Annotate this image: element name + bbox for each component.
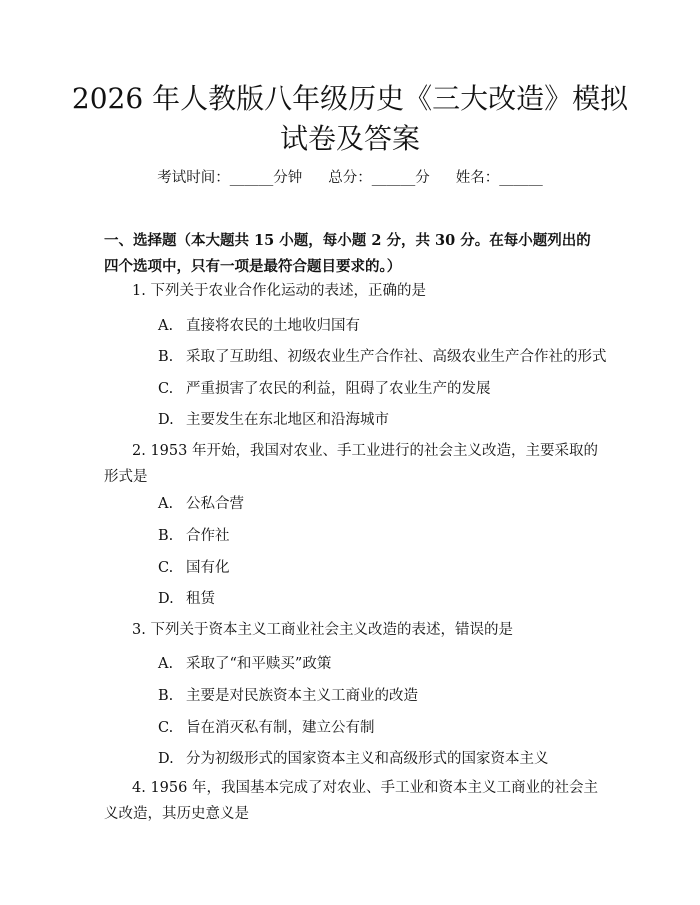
question-2-option-d xyxy=(158,589,598,609)
option-letter: A. xyxy=(158,496,174,512)
option-letter: B. xyxy=(158,688,174,704)
question-4-stem: 4. 1956 年，我国基本完成了对农业、手工业和资本主义工商业的社会主义改造，其历史意义是 xyxy=(104,780,598,822)
option-letter: C. xyxy=(158,381,174,397)
question-3-stem: 3. 下列关于资本主义工商业社会主义改造的表述，错误的是 xyxy=(132,622,513,638)
option-letter: D. xyxy=(158,412,174,428)
question-3-option-b xyxy=(158,686,598,706)
question-1-stem: 1. 下列关于农业合作化运动的表述，正确的是 xyxy=(132,283,426,299)
option-letter: D. xyxy=(158,751,174,767)
option-letter: C. xyxy=(158,560,174,576)
option-letter: D. xyxy=(158,591,174,607)
option-text: 旨在消灭私有制，建立公有制 xyxy=(186,720,375,736)
question-1-option-c xyxy=(158,379,598,399)
question-1-option-d xyxy=(158,410,598,430)
option-letter: B. xyxy=(158,528,174,544)
option-text: 主要发生在东北地区和沿海城市 xyxy=(186,412,389,428)
question-3-option-a xyxy=(158,654,598,674)
option-letter: A. xyxy=(158,318,174,334)
question-2-option-a xyxy=(158,494,598,514)
question-2-stem: 2. 1953 年开始，我国对农业、手工业进行的社会主义改造，主要采取的形式是 xyxy=(104,443,598,485)
exam-title-line-1: 2026 年人教版八年级历史《三大改造》模拟 xyxy=(71,82,629,115)
option-text: 租赁 xyxy=(186,591,215,607)
option-text: 公私合营 xyxy=(186,496,244,512)
question-1-option-a xyxy=(158,316,598,336)
question-3-option-d xyxy=(158,749,598,769)
option-text: 分为初级形式的国家资本主义和高级形式的国家资本主义 xyxy=(186,751,549,767)
option-letter: C. xyxy=(158,720,174,736)
question-2-option-c xyxy=(158,558,598,578)
exam-title-line-2: 试卷及答案 xyxy=(279,122,420,155)
exam-score-label: 总分：______分 xyxy=(328,170,430,186)
option-text: 严重损害了农民的利益，阻碍了农业生产的发展 xyxy=(186,381,491,397)
option-text: 直接将农民的土地收归国有 xyxy=(186,318,360,334)
option-text: 国有化 xyxy=(186,560,230,576)
option-text: 合作社 xyxy=(186,528,230,544)
exam-meta-line xyxy=(0,168,700,188)
exam-time-label: 考试时间：______分钟 xyxy=(157,170,303,186)
question-2-option-b xyxy=(158,526,598,546)
question-3-option-c xyxy=(158,718,598,738)
exam-name-label: 姓名：______ xyxy=(455,170,543,186)
option-text: 采取了互助组、初级农业生产合作社、高级农业生产合作社的形式 xyxy=(186,349,607,365)
option-text: 采取了“和平赎买”政策 xyxy=(186,656,332,672)
question-1-option-b xyxy=(158,347,607,367)
option-letter: A. xyxy=(158,656,174,672)
option-letter: B. xyxy=(158,349,174,365)
section-1-heading: 一、选择题（本大题共 15 小题，每小题 2 分，共 30 分。在每小题列出的四个选项中，只有一项是最符合题目要求的。） xyxy=(104,232,591,275)
option-text: 主要是对民族资本主义工商业的改造 xyxy=(186,688,418,704)
